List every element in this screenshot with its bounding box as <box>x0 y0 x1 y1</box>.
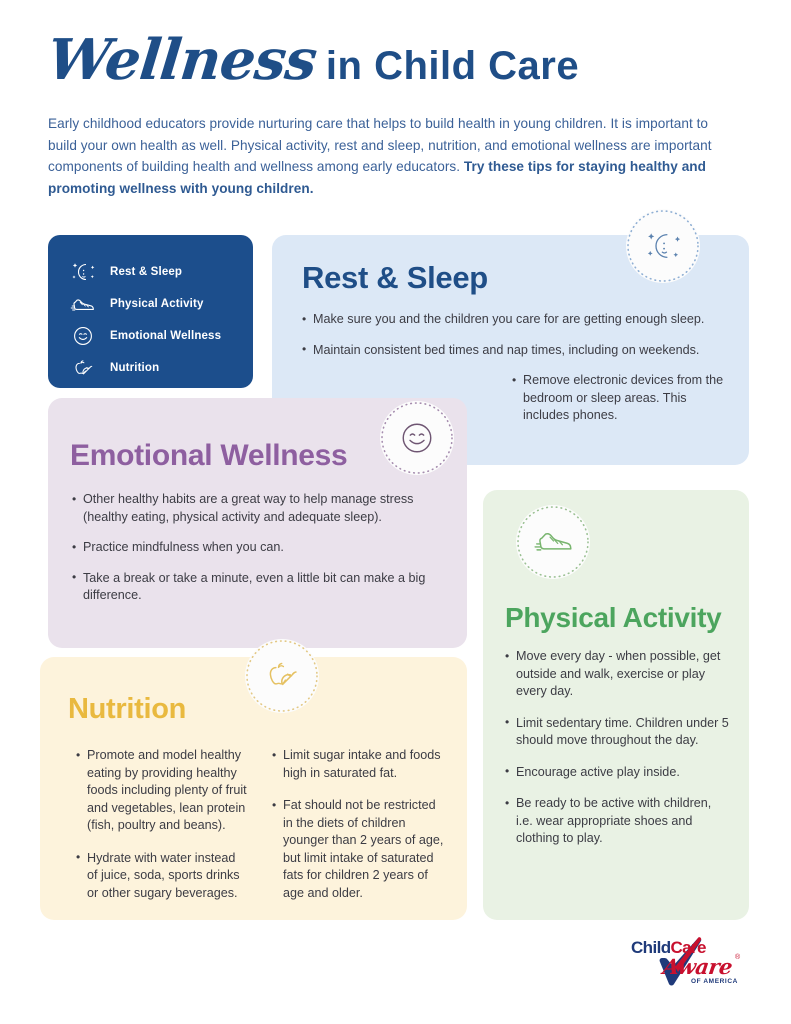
bullet-list-nutrition-right <box>272 747 444 917</box>
logo-text-aware: Aware <box>661 954 734 979</box>
page-title-script: Wellness <box>44 27 320 93</box>
list-item: • Hydrate with water instead of juice, soda, sports drinks or other sugary beverages. <box>76 850 248 903</box>
bullet-list-emotional-wellness <box>72 491 444 618</box>
bullet-columns-nutrition <box>76 747 456 917</box>
list-item: • Move every day - when possible, get outside and walk, exercise or play every day. <box>505 648 731 701</box>
legend-label-rest-sleep: Rest & Sleep <box>110 265 183 278</box>
dotted-ring-icon <box>516 505 590 579</box>
list-item: • Maintain consistent bed times and nap times, including on weekends. <box>302 342 727 360</box>
list-item: • Limit sugar intake and foods high in saturated fat. <box>272 747 444 782</box>
badge-rest-sleep <box>626 209 700 283</box>
section-heading-rest-sleep: Rest & Sleep <box>302 260 488 295</box>
apple-carrot-icon <box>70 356 96 380</box>
dotted-ring-icon <box>380 401 454 475</box>
legend-item-physical-activity[interactable] <box>70 289 253 318</box>
section-heading-emotional-wellness: Emotional Wellness <box>70 439 348 472</box>
legend-item-rest-sleep[interactable] <box>70 257 253 286</box>
page-title <box>44 27 748 94</box>
list-item: • Be ready to be active with children, i.e. wear appropriate shoes and clothing to play. <box>505 795 731 848</box>
intro-text-normal: Early childhood educators provide nurturing care that helps to build health in young children. It is important to build your own health as well. Physical activity, rest and sleep, nutrition, and emotional wellness are important components of building health and wellness among early educators. <box>48 116 712 174</box>
page-title-plain: in Child Care <box>325 44 580 88</box>
list-item: • Fat should not be restricted in the diets of children younger than 2 years of age, but limit intake of saturated fats for children 2 years of age and older. <box>272 797 444 902</box>
section-heading-nutrition: Nutrition <box>68 693 187 725</box>
legend-item-nutrition[interactable] <box>70 353 253 382</box>
smiley-face-icon <box>70 324 96 348</box>
badge-nutrition <box>245 639 319 713</box>
list-item: • Encourage active play inside. <box>505 764 731 782</box>
legend-label-physical-activity: Physical Activity <box>110 297 204 310</box>
legend-box <box>48 235 253 388</box>
bullet-list-nutrition-left <box>76 747 248 917</box>
badge-emotional-wellness <box>380 401 454 475</box>
list-item: • Take a break or take a minute, even a little bit can make a big difference. <box>72 570 444 605</box>
logo-text-of-america: OF AMERICA <box>691 978 738 985</box>
childcare-aware-logo <box>627 936 745 988</box>
legend-item-emotional-wellness[interactable] <box>70 321 253 350</box>
list-item: • Other healthy habits are a great way to help manage stress (healthy eating, physical activity and adequate sleep). <box>72 491 444 526</box>
list-item: • Remove electronic devices from the bedroom or sleep areas. This includes phones. <box>512 372 724 425</box>
list-item: • Practice mindfulness when you can. <box>72 539 444 557</box>
dotted-ring-icon <box>626 209 700 283</box>
bullet-list-physical-activity <box>505 648 731 862</box>
intro-paragraph <box>48 113 720 199</box>
logo-text-care: Care <box>670 938 706 957</box>
legend-label-nutrition: Nutrition <box>110 361 160 374</box>
section-heading-physical-activity: Physical Activity <box>505 602 722 633</box>
logo-text-child: Child <box>631 938 671 957</box>
legend-label-emotional-wellness: Emotional Wellness <box>110 329 222 342</box>
logo-registered-mark: ® <box>735 954 741 961</box>
running-shoe-icon <box>70 292 96 316</box>
list-item: • Make sure you and the children you care for are getting enough sleep. <box>302 311 727 329</box>
moon-stars-icon <box>70 260 96 284</box>
list-item: • Promote and model healthy eating by providing healthy foods including plenty of fruit and vegetables, lean protein (fish, poultry and beans). <box>76 747 248 835</box>
intro-text-bold: Try these tips for staying healthy and promoting wellness with young children. <box>48 159 707 196</box>
badge-physical-activity <box>516 505 590 579</box>
dotted-ring-icon <box>245 639 319 713</box>
list-item: • Limit sedentary time. Children under 5 should move throughout the day. <box>505 715 731 750</box>
